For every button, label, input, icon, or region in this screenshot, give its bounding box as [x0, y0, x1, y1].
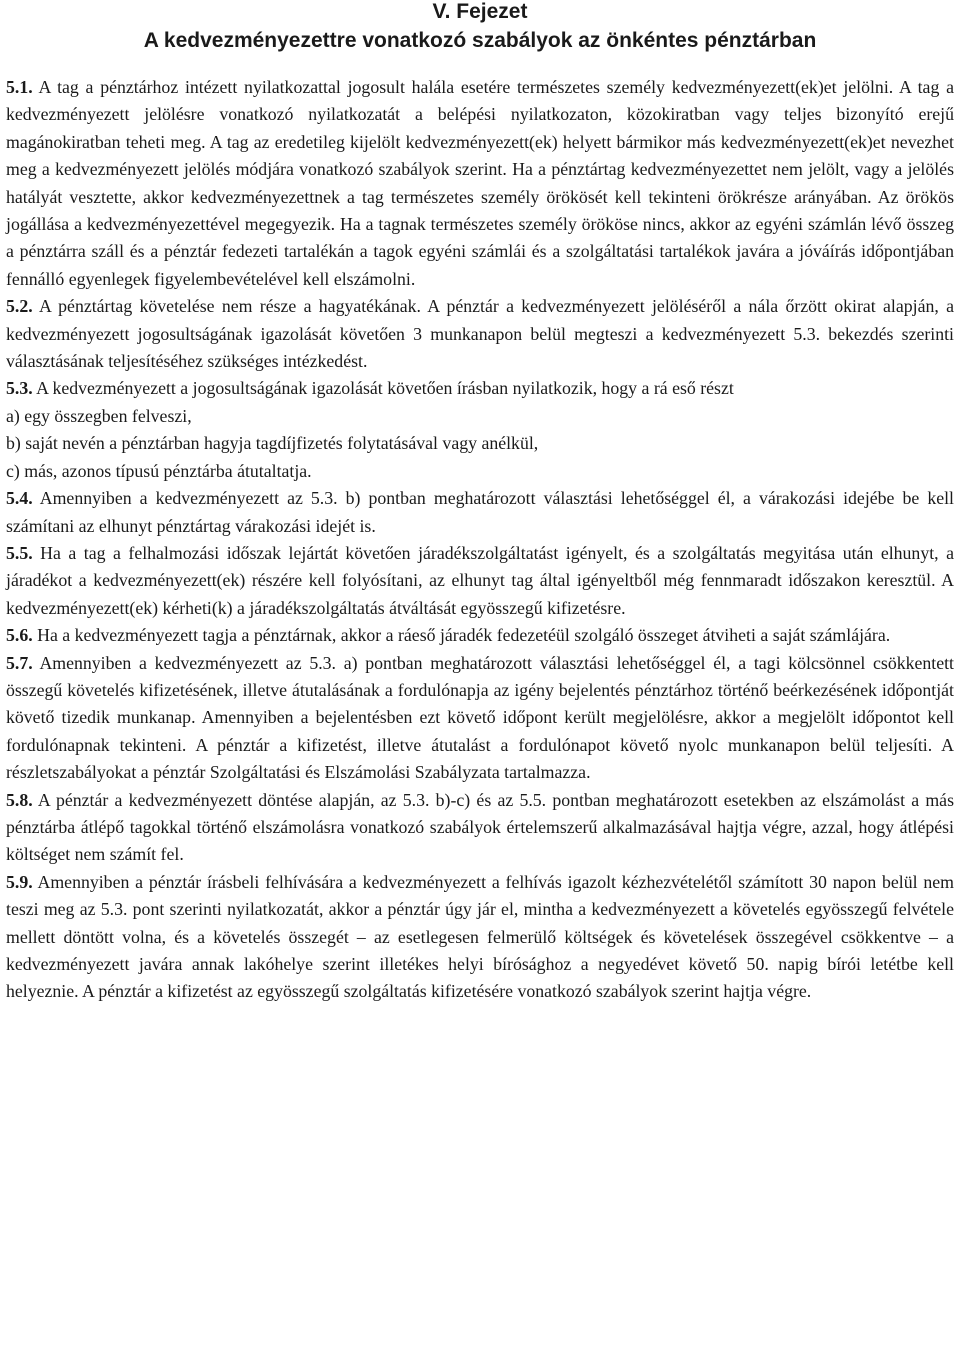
section-number: 5.4.	[6, 488, 33, 509]
section-5-8	[6, 787, 954, 869]
section-text: A tag a pénztárhoz intézett nyilatkozattal jogosult halála esetére természetes személy kedvezményezett(ek)et jelölni. A tag a kedvezményezett jelölésre vonatkozó nyilatkozatát a belépési nyilatkozaton, közokiratban vagy teljes bizonyító erejű magánokiratban teheti meg. A tag az eredetileg kijelölt kedvezményezett(ek) helyett bármikor más kedvezményezett(ek)et nevezhet meg a kedvezményezett jelölés módjára vonatkozó szabályok szerint. Ha a pénztártag kedvezményezettet nem jelölt, vagy a jelölés hatályát vesztette, akkor kedvezményezettnek a tag természetes személy örökösét kell tekinteni örökrésze arányában. Az örökös jogállása a kedvezményezettével megegyezik. Ha a tagnak természetes személy örököse nincs, akkor az egyéni számlán lévő összeg a pénztárra száll és a pénztár fedezeti tartalékán a tagok egyéni számlái és a szolgáltatási tartalékok javára a jóváírás időpontjában fennálló egyenlegek figyelembevételével kell elszámolni.	[6, 77, 954, 289]
section-number: 5.6.	[6, 625, 33, 646]
section-text: A kedvezményezett a jogosultságának igazolását követően írásban nyilatkozik, hogy a rá eső részt	[36, 378, 734, 399]
section-number: 5.7.	[6, 652, 33, 673]
section-number: 5.5.	[6, 542, 33, 563]
section-5-6	[6, 622, 954, 649]
chapter-title: A kedvezményezettre vonatkozó szabályok az önkéntes pénztárban	[143, 29, 817, 52]
section-number: 5.1.	[6, 77, 33, 97]
section-text: Amennyiben a kedvezményezett az 5.3. a) pontban meghatározott választási lehetőséggel él, a tagi kölcsönnel csökkentett összegű követelés kifizetésének, illetve átutalásának a fordulónapja az igény bejelentés pénztárhoz történő beérkezésének időpontját követő tizedik munkanap. Amennyiben a bejelentésben ezt követő időpont került megjelölésre, akkor a megjelölt időpontot kell fordulónapnak tekinteni. A pénztár a kifizetést, illetve átutalást a fordulónapot követő nyolc munkanapon belül teljesíti. A részletszabályokat a pénztár Szolgáltatási és Elszámolási Szabályzata tartalmazza.	[6, 652, 954, 783]
section-number: 5.8.	[6, 789, 33, 810]
section-5-1	[6, 74, 954, 293]
section-5-3	[6, 375, 954, 402]
section-text: A pénztár a kedvezményezett döntése alapján, az 5.3. b)-c) és az 5.5. pontban meghatározott esetekben az elszámolást a más pénztárba átlépő tagokkal történő elszámolásra vonatkozó szabályok értelemszerű alkalmazásával hajtja végre, azzal, hogy átlépési költséget nem számít fel.	[6, 789, 954, 865]
section-text: Ha a tag a felhalmozási időszak lejártát követően járadékszolgáltatást igényelt, és a szolgáltatás megyitása után elhunyt, a járadékot a kedvezményezett(ek) részére kell folyósítani, az elhunyt tag által igényeltből még fennmaradt időszakon keresztül. A kedvezményezett(ek) kérheti(k) a járadékszolgáltatás átváltását egyösszegű kifizetésre.	[6, 542, 954, 618]
section-5-9	[6, 869, 954, 1006]
section-text: A pénztártag követelése nem része a hagyatékának. A pénztár a kedvezményezett jelöléséről a nála őrzött okirat alapján, a kedvezményezett jogosultságának igazolását követően 3 munkanapon belül megteszi a kedvezményezett 5.3. bekezdés szerinti választásának teljesítéséhez szükséges intézkedést.	[6, 296, 954, 372]
list-item: c) más, azonos típusú pénztárba átutaltatja.	[6, 460, 312, 481]
section-text: Amennyiben a kedvezményezett az 5.3. b) pontban meghatározott választási lehetőséggel él, a várakozási idejébe be kell számítani az elhunyt pénztártag várakozási idejét is.	[6, 488, 954, 536]
section-text: Amennyiben a pénztár írásbeli felhívására a kedvezményezett a felhívás igazolt kézhezvételétől számított 30 napon belül nem teszi meg az 5.3. pont szerinti nyilatkozatát, akkor a pénztár úgy jár el, mintha a kedvezményezett a követelés egyösszegű felvétele mellett döntött volna, és a követelés összegét – az esetlegesen felmerülő költségek és követelések összegével csökkentve – a kedvezményezett javára annak lakóhelye szerint illetékes helyi bírósághoz a negyedévet követő 50. napig bírói letétbe kell helyeznie. A pénztár a kifizetést az egyösszegű szolgáltatás kifizetésére vonatkozó szabályok szerint hajtja végre.	[6, 871, 954, 1002]
section-5-7	[6, 650, 954, 787]
chapter-number: V. Fejezet	[432, 0, 528, 23]
section-number: 5.2.	[6, 296, 33, 317]
section-text: Ha a kedvezményezett tagja a pénztárnak, akkor a ráeső járadék fedezetéül szolgáló összeget átviheti a saját számlájára.	[37, 625, 891, 646]
section-5-2	[6, 293, 954, 375]
section-number: 5.9.	[6, 871, 33, 892]
section-5-4	[6, 485, 954, 540]
list-item: b) saját nevén a pénztárban hagyja tagdíjfizetés folytatásával vagy anélkül,	[6, 433, 539, 454]
section-number: 5.3.	[6, 378, 33, 399]
section-5-5	[6, 540, 954, 622]
document-body	[6, 74, 954, 1006]
list-item: a) egy összegben felveszi,	[6, 405, 192, 426]
